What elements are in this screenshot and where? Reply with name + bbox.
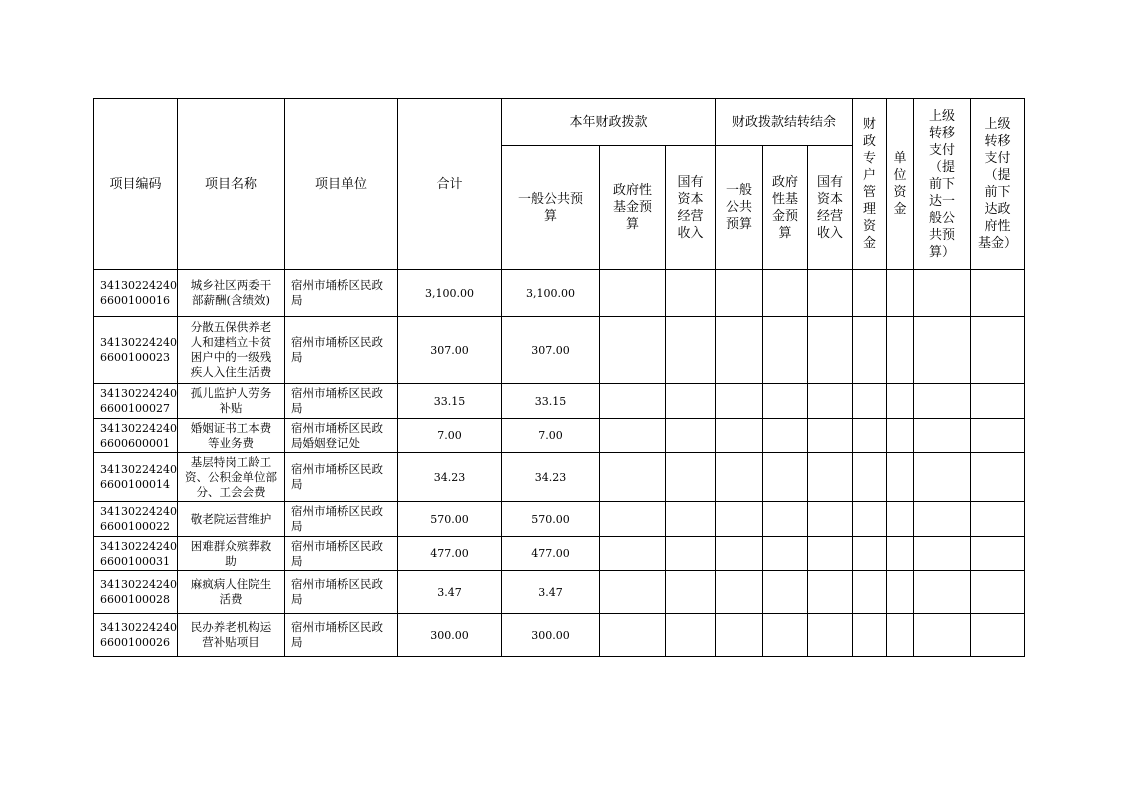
- empty-cell: [762, 537, 807, 571]
- empty-cell: [807, 502, 852, 537]
- header-co-gov-fund-text: 政府 性基 金预 算: [771, 174, 798, 241]
- empty-cell: [913, 537, 970, 571]
- project-code-cell: [94, 571, 178, 614]
- empty-cell: [852, 571, 886, 614]
- empty-cell: [599, 384, 665, 419]
- empty-cell: [886, 419, 913, 453]
- project-unit-cell-text: 宿州市埇桥区民政 局: [290, 386, 383, 415]
- empty-cell: [665, 502, 715, 537]
- header-co-state-text: 国有 资本 经营 收入: [816, 174, 843, 241]
- header-cy-state: [665, 146, 715, 270]
- empty-cell: [807, 419, 852, 453]
- empty-cell: [807, 317, 852, 384]
- project-unit-cell-text: 宿州市埇桥区民政 局: [290, 335, 383, 364]
- general-budget-cell-text: 570.00: [531, 512, 570, 526]
- header-co-gov-fund: [762, 146, 807, 270]
- header-transfer-fund: [970, 99, 1024, 270]
- project-unit-cell-text: 宿州市埇桥区民政 局: [290, 278, 383, 307]
- table-row: [94, 270, 1025, 317]
- header-cy-state-text: 国有 资本 经营 收入: [677, 174, 704, 241]
- project-name-cell-text: 民办养老机构运 营补贴项目: [190, 620, 272, 649]
- empty-cell: [762, 571, 807, 614]
- project-code-cell: [94, 453, 178, 502]
- empty-cell: [762, 614, 807, 657]
- project-unit-cell-text: 宿州市埇桥区民政 局: [290, 504, 383, 533]
- project-unit-cell: [284, 453, 397, 502]
- header-co-general-text: 一般 公共 预算: [725, 183, 752, 232]
- total-cell-text: 34.23: [433, 470, 466, 484]
- header-code: 项目编码: [94, 99, 178, 270]
- empty-cell: [852, 419, 886, 453]
- project-name-cell-text: 城乡社区两委干 部薪酬(含绩效): [190, 278, 272, 307]
- empty-cell: [715, 502, 762, 537]
- empty-cell: [913, 453, 970, 502]
- project-name-cell: [177, 571, 284, 614]
- project-code-cell-text: 34130224240 6600100027: [100, 387, 177, 415]
- empty-cell: [970, 270, 1024, 317]
- empty-cell: [715, 384, 762, 419]
- empty-cell: [852, 384, 886, 419]
- empty-cell: [852, 270, 886, 317]
- empty-cell: [970, 537, 1024, 571]
- empty-cell: [599, 317, 665, 384]
- general-budget-cell: [501, 502, 599, 537]
- project-name-cell: [177, 537, 284, 571]
- project-code-cell-text: 34130224240 6600100016: [100, 279, 177, 307]
- general-budget-cell: [501, 453, 599, 502]
- total-cell-text: 307.00: [430, 343, 469, 357]
- empty-cell: [665, 453, 715, 502]
- empty-cell: [665, 614, 715, 657]
- empty-cell: [913, 502, 970, 537]
- empty-cell: [715, 614, 762, 657]
- total-cell: [397, 571, 501, 614]
- empty-cell: [599, 537, 665, 571]
- empty-cell: [886, 317, 913, 384]
- table-row: [94, 502, 1025, 537]
- general-budget-cell: [501, 270, 599, 317]
- project-code-cell: [94, 384, 178, 419]
- project-unit-cell-text: 宿州市埇桥区民政 局: [290, 620, 383, 649]
- header-co-general: [715, 146, 762, 270]
- empty-cell: [852, 317, 886, 384]
- header-special-text: 财 政 专 户 管 理 资 金: [862, 117, 876, 251]
- general-budget-cell: [501, 537, 599, 571]
- total-cell: [397, 270, 501, 317]
- project-code-cell: [94, 419, 178, 453]
- project-unit-cell: [284, 537, 397, 571]
- project-unit-cell: [284, 502, 397, 537]
- general-budget-cell-text: 7.00: [538, 429, 563, 442]
- empty-cell: [599, 419, 665, 453]
- project-name-cell-text: 困难群众殡葬救 助: [190, 538, 272, 568]
- empty-cell: [970, 502, 1024, 537]
- project-code-cell-text: 34130224240 6600100023: [100, 336, 177, 364]
- total-cell-text: 33.15: [433, 394, 466, 408]
- general-budget-cell-text: 477.00: [531, 547, 570, 560]
- header-current-year: 本年财政拨款: [501, 99, 715, 146]
- empty-cell: [715, 270, 762, 317]
- header-cy-general-text: 一般公共预 算: [517, 191, 583, 224]
- empty-cell: [762, 453, 807, 502]
- project-unit-cell-text: 宿州市埇桥区民政 局: [290, 462, 383, 491]
- total-cell: [397, 384, 501, 419]
- empty-cell: [886, 270, 913, 317]
- table-body: [94, 270, 1025, 657]
- total-cell-text: 3,100.00: [424, 286, 474, 300]
- empty-cell: [913, 317, 970, 384]
- project-code-cell-text: 34130224240 6600100022: [100, 505, 177, 533]
- general-budget-cell-text: 307.00: [531, 343, 570, 357]
- empty-cell: [715, 571, 762, 614]
- empty-cell: [913, 270, 970, 317]
- project-name-cell: [177, 453, 284, 502]
- general-budget-cell: [501, 317, 599, 384]
- total-cell-text: 477.00: [430, 547, 469, 560]
- empty-cell: [665, 270, 715, 317]
- header-cy-gov-fund-text: 政府性 基金预 算: [612, 183, 652, 232]
- project-name-cell-text: 孤儿监护人劳务 补贴: [190, 386, 272, 415]
- empty-cell: [970, 384, 1024, 419]
- project-name-cell: [177, 614, 284, 657]
- empty-cell: [970, 614, 1024, 657]
- project-code-cell-text: 34130224240 6600100028: [100, 578, 177, 606]
- empty-cell: [807, 614, 852, 657]
- general-budget-cell-text: 33.15: [534, 394, 567, 408]
- empty-cell: [762, 317, 807, 384]
- empty-cell: [762, 384, 807, 419]
- project-unit-cell: [284, 571, 397, 614]
- general-budget-cell-text: 300.00: [531, 628, 570, 642]
- project-unit-cell: [284, 614, 397, 657]
- empty-cell: [807, 384, 852, 419]
- empty-cell: [762, 270, 807, 317]
- empty-cell: [807, 571, 852, 614]
- general-budget-cell-text: 34.23: [534, 470, 567, 484]
- table-row: [94, 384, 1025, 419]
- empty-cell: [715, 419, 762, 453]
- header-unit-funds: [886, 99, 913, 270]
- header-total: 合计: [397, 99, 501, 270]
- project-code-cell: [94, 502, 178, 537]
- empty-cell: [807, 453, 852, 502]
- project-code-cell-text: 34130224240 6600100031: [100, 539, 177, 568]
- empty-cell: [913, 384, 970, 419]
- empty-cell: [715, 537, 762, 571]
- total-cell-text: 3.47: [437, 585, 462, 599]
- table-header: [94, 99, 1025, 270]
- project-name-cell: [177, 502, 284, 537]
- total-cell: [397, 419, 501, 453]
- header-name: 项目名称: [177, 99, 284, 270]
- general-budget-cell-text: 3,100.00: [525, 286, 575, 300]
- empty-cell: [665, 317, 715, 384]
- total-cell: [397, 614, 501, 657]
- total-cell: [397, 453, 501, 502]
- header-co-state: [807, 146, 852, 270]
- project-unit-cell: [284, 384, 397, 419]
- project-name-cell-text: 敬老院运营维护: [190, 511, 272, 526]
- empty-cell: [970, 419, 1024, 453]
- general-budget-cell: [501, 614, 599, 657]
- total-cell: [397, 537, 501, 571]
- project-name-cell: [177, 317, 284, 384]
- project-code-cell: [94, 270, 178, 317]
- empty-cell: [886, 614, 913, 657]
- project-name-cell: [177, 384, 284, 419]
- project-code-cell-text: 34130224240 6600100026: [100, 621, 177, 649]
- table-row: [94, 453, 1025, 502]
- empty-cell: [852, 537, 886, 571]
- empty-cell: [852, 502, 886, 537]
- total-cell: [397, 502, 501, 537]
- empty-cell: [807, 537, 852, 571]
- table-row: [94, 537, 1025, 571]
- project-name-cell-text: 婚姻证书工本费 等业务费: [190, 420, 272, 450]
- empty-cell: [762, 502, 807, 537]
- project-unit-cell-text: 宿州市埇桥区民政 局婚姻登记处: [290, 420, 383, 450]
- empty-cell: [913, 614, 970, 657]
- project-unit-cell-text: 宿州市埇桥区民政 局: [290, 538, 383, 568]
- project-unit-cell: [284, 270, 397, 317]
- header-transfer-general-text: 上级 转移 支付 （提 前下 达一 般公 共预 算）: [928, 108, 955, 260]
- table-row: [94, 571, 1025, 614]
- table-row: [94, 614, 1025, 657]
- empty-cell: [852, 453, 886, 502]
- empty-cell: [665, 384, 715, 419]
- empty-cell: [913, 419, 970, 453]
- empty-cell: [665, 571, 715, 614]
- project-name-cell-text: 麻疯病人住院生 活费: [190, 577, 272, 606]
- empty-cell: [886, 453, 913, 502]
- empty-cell: [970, 571, 1024, 614]
- empty-cell: [970, 453, 1024, 502]
- empty-cell: [715, 453, 762, 502]
- project-code-cell: [94, 614, 178, 657]
- empty-cell: [715, 317, 762, 384]
- total-cell: [397, 317, 501, 384]
- empty-cell: [762, 419, 807, 453]
- empty-cell: [852, 614, 886, 657]
- empty-cell: [886, 537, 913, 571]
- empty-cell: [665, 537, 715, 571]
- project-unit-cell: [284, 317, 397, 384]
- general-budget-cell-text: 3.47: [538, 585, 563, 599]
- empty-cell: [665, 419, 715, 453]
- header-special: [852, 99, 886, 270]
- empty-cell: [599, 453, 665, 502]
- header-transfer-general: [913, 99, 970, 270]
- project-unit-cell-text: 宿州市埇桥区民政 局: [290, 577, 383, 606]
- project-name-cell-text: 分散五保供养老 人和建档立卡贫 困户中的一级残 疾人入住生活费: [190, 320, 272, 379]
- header-unit: 项目单位: [284, 99, 397, 270]
- empty-cell: [599, 614, 665, 657]
- total-cell-text: 7.00: [437, 429, 462, 442]
- empty-cell: [970, 317, 1024, 384]
- general-budget-cell: [501, 571, 599, 614]
- total-cell-text: 300.00: [430, 628, 469, 642]
- empty-cell: [886, 571, 913, 614]
- project-code-cell: [94, 537, 178, 571]
- project-name-cell: [177, 270, 284, 317]
- empty-cell: [913, 571, 970, 614]
- table-row: [94, 317, 1025, 384]
- header-transfer-fund-text: 上级 转移 支付 （提 前下 达政 府性 基金）: [977, 117, 1017, 251]
- header-unit-funds-text: 单 位 资 金: [893, 151, 907, 217]
- project-code-cell-text: 34130224240 6600600001: [100, 421, 177, 450]
- empty-cell: [599, 502, 665, 537]
- header-carryover: 财政拨款结转结余: [715, 99, 852, 146]
- project-unit-cell: [284, 419, 397, 453]
- project-name-cell: [177, 419, 284, 453]
- project-name-cell-text: 基层特岗工龄工 资、公积金单位部 分、工会会费: [184, 454, 277, 499]
- empty-cell: [599, 571, 665, 614]
- header-cy-general: [501, 146, 599, 270]
- general-budget-cell: [501, 419, 599, 453]
- project-code-cell: [94, 317, 178, 384]
- header-cy-gov-fund: [599, 146, 665, 270]
- project-code-cell-text: 34130224240 6600100014: [100, 463, 177, 491]
- budget-table: [93, 98, 1025, 657]
- general-budget-cell: [501, 384, 599, 419]
- table-row: [94, 419, 1025, 453]
- empty-cell: [886, 384, 913, 419]
- empty-cell: [807, 270, 852, 317]
- empty-cell: [886, 502, 913, 537]
- total-cell-text: 570.00: [430, 512, 469, 526]
- empty-cell: [599, 270, 665, 317]
